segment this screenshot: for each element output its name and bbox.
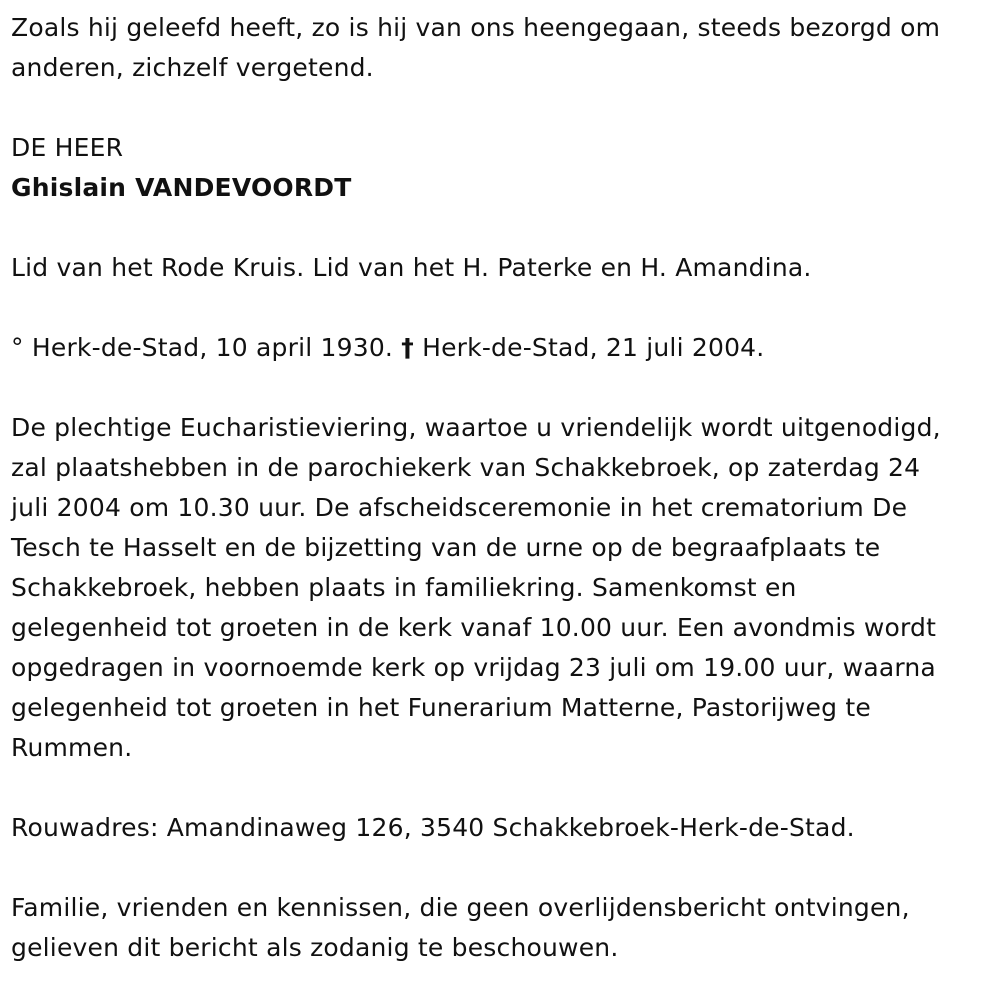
address-text: Rouwadres: Amandinaweg 126, 3540 Schakkebroek-Herk-de-Stad. bbox=[11, 813, 855, 842]
ceremony-line: gelegenheid tot groeten in het Funerarium Matterne, Pastorijweg te bbox=[11, 693, 871, 722]
ceremony-line: De plechtige Eucharistieviering, waartoe u vriendelijk wordt uitgenodigd, bbox=[11, 413, 941, 442]
intro-line: anderen, zichzelf vergetend. bbox=[11, 53, 374, 82]
ceremony-line: opgedragen in voornoemde kerk op vrijdag 23 juli om 19.00 uur, waarna bbox=[11, 653, 936, 682]
cross-icon: † bbox=[401, 333, 414, 362]
life-dates bbox=[11, 328, 996, 368]
memberships bbox=[11, 248, 996, 288]
closing-line: gelieven dit bericht als zodanig te beschouwen. bbox=[11, 933, 619, 962]
ceremony-line: gelegenheid tot groeten in de kerk vanaf 10.00 uur. Een avondmis wordt bbox=[11, 613, 937, 642]
birth-date: Herk-de-Stad, 10 april 1930. bbox=[31, 333, 394, 362]
intro-line: Zoals hij geleefd heeft, zo is hij van ons heengegaan, steeds bezorgd om bbox=[11, 13, 941, 42]
ceremony-details bbox=[11, 408, 996, 768]
ceremony-line: Tesch te Hasselt en de bijzetting van de urne op de begraafplaats te bbox=[11, 533, 881, 562]
ceremony-line: Rummen. bbox=[11, 733, 133, 762]
ceremony-line: Schakkebroek, hebben plaats in familiekring. Samenkomst en bbox=[11, 573, 797, 602]
closing-note bbox=[11, 888, 996, 968]
memberships-text: Lid van het Rode Kruis. Lid van het H. Paterke en H. Amandina. bbox=[11, 253, 812, 282]
deceased-heading bbox=[11, 128, 1000, 208]
birth-symbol: ° bbox=[11, 333, 24, 362]
deceased-name: Ghislain VANDEVOORDT bbox=[11, 173, 352, 202]
ceremony-line: juli 2004 om 10.30 uur. De afscheidsceremonie in het crematorium De bbox=[11, 493, 908, 522]
honorific: DE HEER bbox=[11, 133, 124, 162]
mourning-address bbox=[11, 808, 996, 848]
death-date: Herk-de-Stad, 21 juli 2004. bbox=[422, 333, 765, 362]
intro-quote bbox=[11, 8, 996, 88]
ceremony-line: zal plaatshebben in de parochiekerk van Schakkebroek, op zaterdag 24 bbox=[11, 453, 921, 482]
closing-line: Familie, vrienden en kennissen, die geen overlijdensbericht ontvingen, bbox=[11, 893, 910, 922]
life-dates-line bbox=[11, 328, 996, 368]
